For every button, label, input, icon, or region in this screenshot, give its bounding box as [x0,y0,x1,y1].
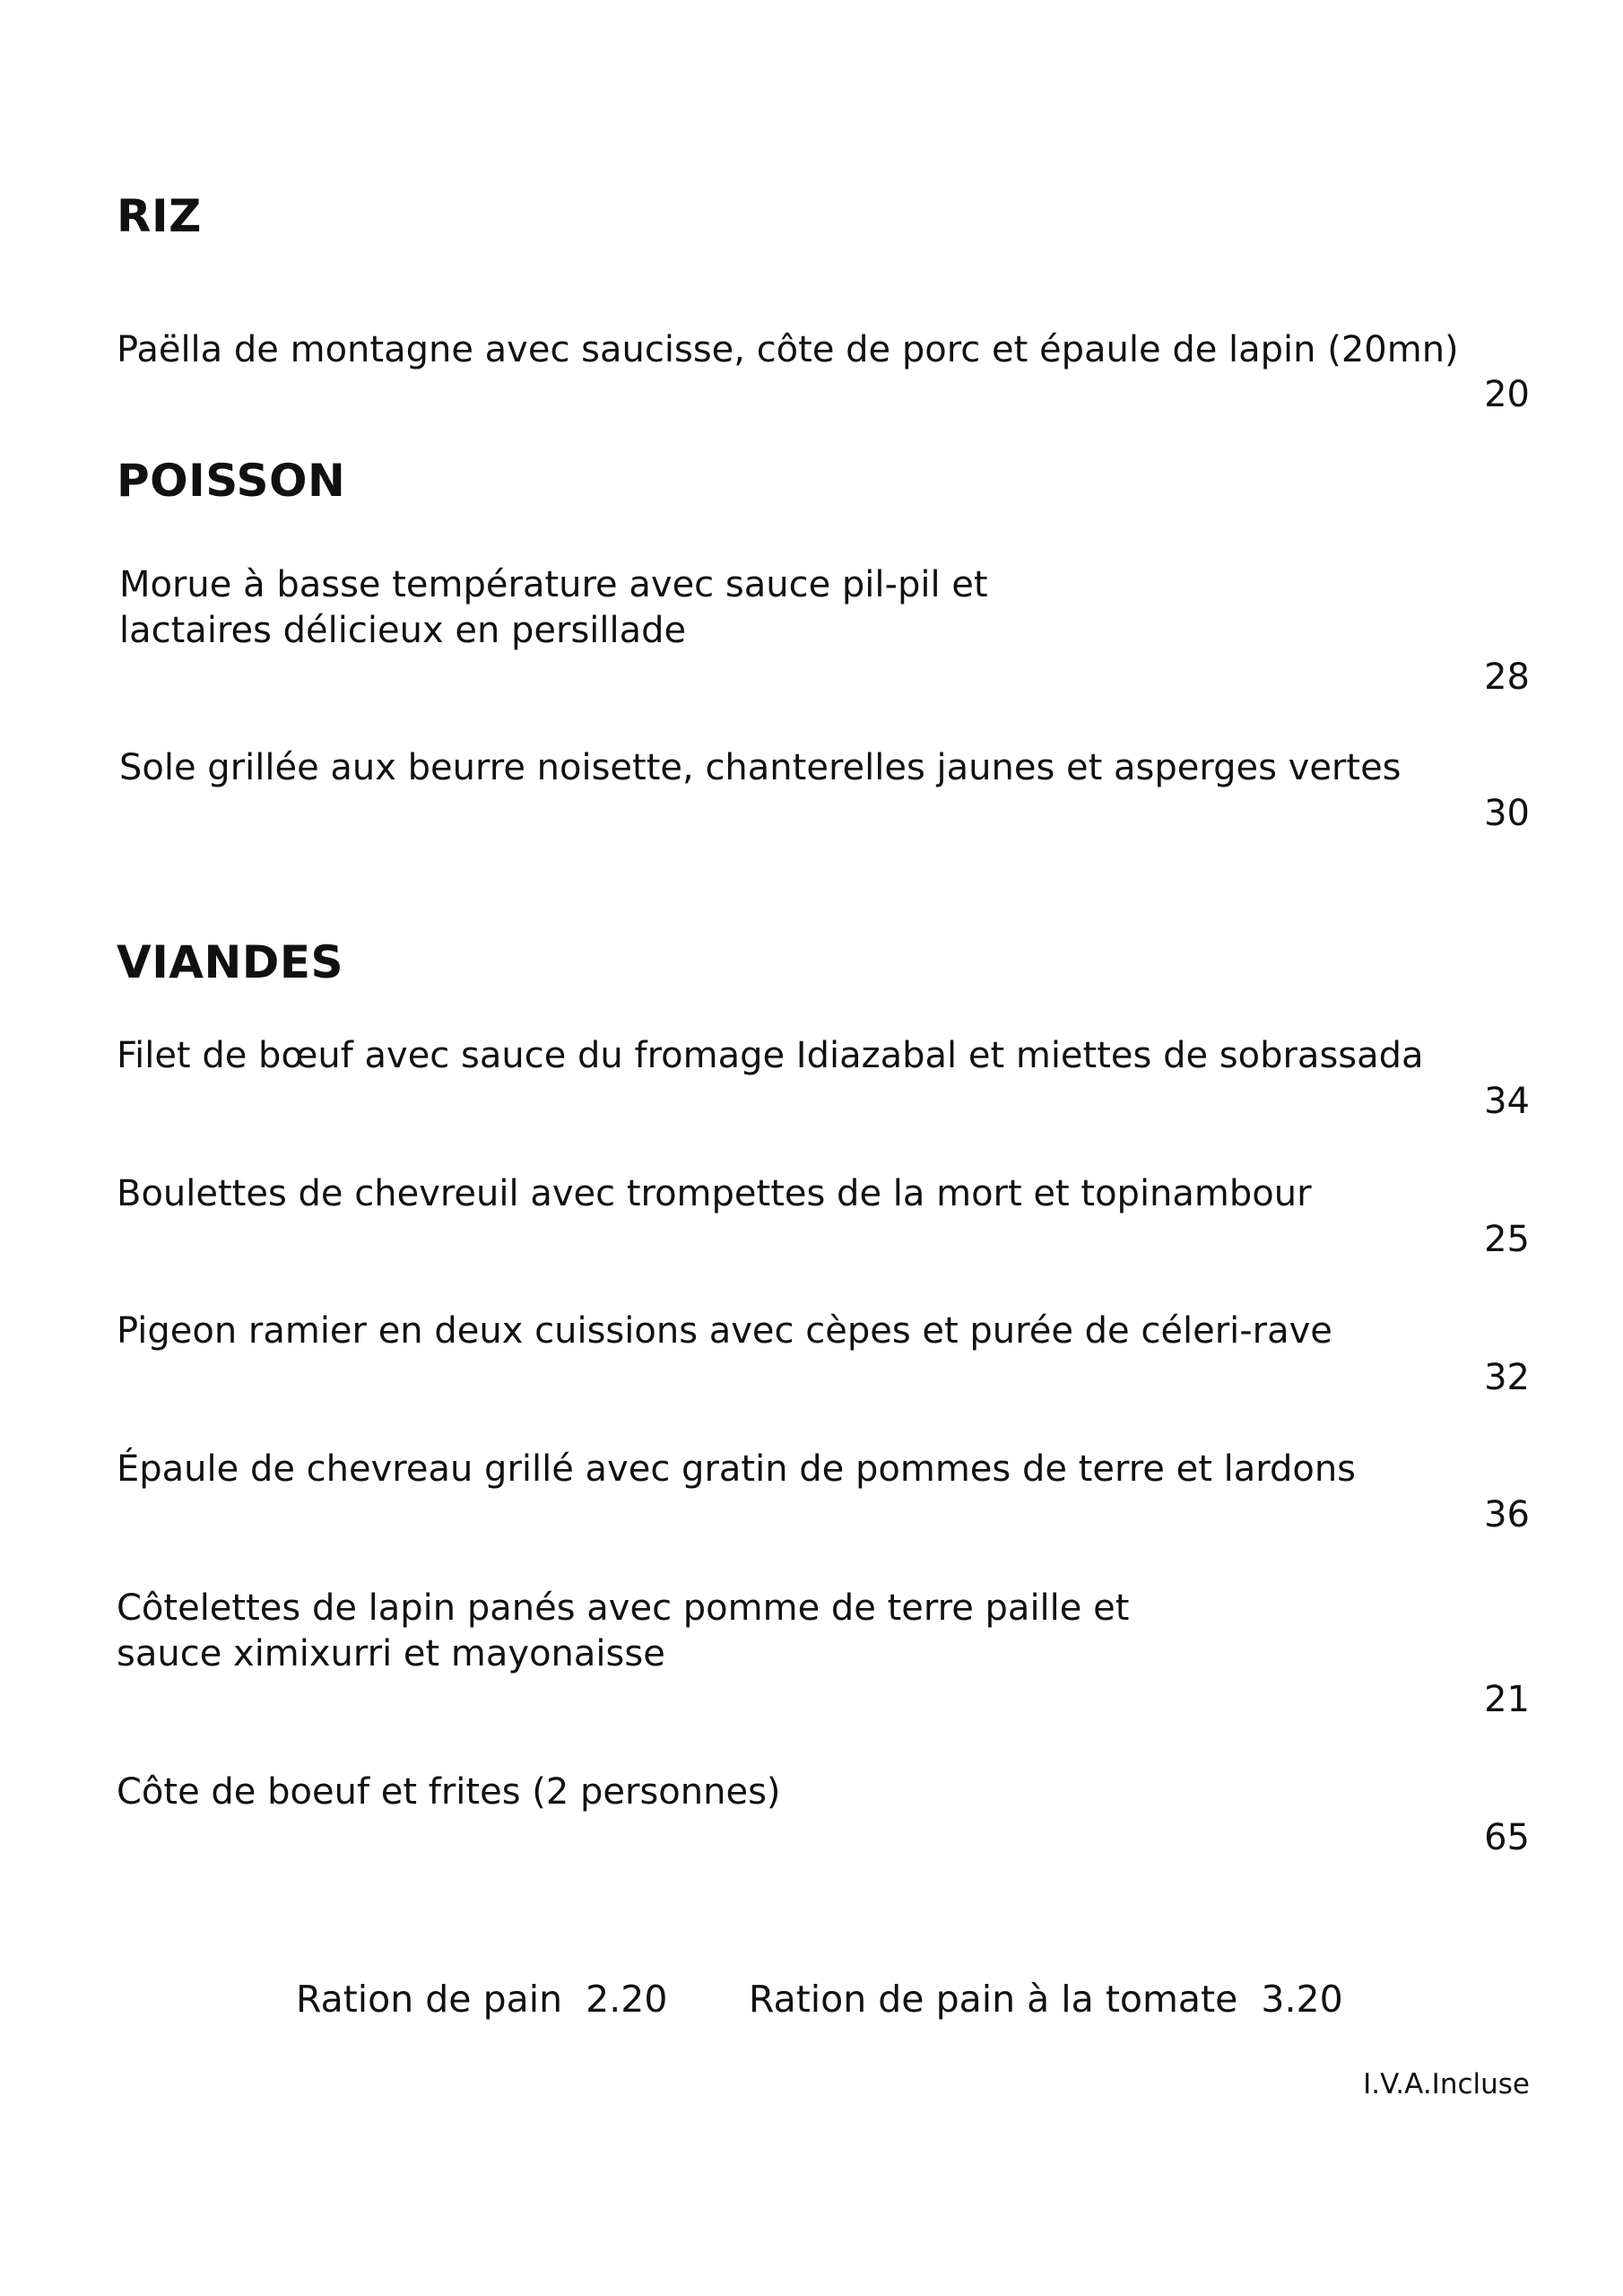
menu-item-name: lactaires délicieux en persillade [119,610,687,651]
vat-note: I.V.A.Incluse [1363,2068,1530,2100]
menu-item-price: 30 [1484,793,1530,834]
section-title-viandes: VIANDES [117,936,344,988]
menu-item-price: 28 [1484,657,1530,698]
menu-item-price: 36 [1484,1494,1530,1535]
menu-item-name: Pigeon ramier en deux cuissions avec cèpes et purée de céleri-rave [117,1310,1332,1352]
menu-item-name: Morue à basse température avec sauce pil-pil et [119,564,988,605]
menu-item-price: 34 [1484,1081,1530,1122]
menu-item-name: Épaule de chevreau grillé avec gratin de pommes de terre et lardons [117,1448,1357,1490]
menu-item-name: sauce ximixurri et mayonaisse [117,1633,665,1674]
section-title-riz: RIZ [117,190,202,242]
menu-item-name: Côte de boeuf et frites (2 personnes) [117,1771,781,1813]
menu-item-price: 20 [1484,374,1530,415]
section-title-poisson: POISSON [117,455,346,507]
tomato-bread-ration-price: Ration de pain à la tomate 3.20 [749,1978,1343,2021]
menu-item-name: Côtelettes de lapin panés avec pomme de terre paille et [117,1587,1130,1629]
menu-item-name: Sole grillée aux beurre noisette, chanterelles jaunes et asperges vertes [119,747,1402,788]
bread-ration-price: Ration de pain 2.20 [296,1978,668,2021]
menu-item-name: Boulettes de chevreuil avec trompettes de la mort et topinambour [117,1173,1312,1214]
menu-item-price: 21 [1484,1679,1530,1720]
menu-item-name: Paëlla de montagne avec saucisse, côte de porc et épaule de lapin (20mn) [117,329,1459,370]
menu-item-price: 25 [1484,1219,1530,1260]
menu-item-price: 65 [1484,1817,1530,1858]
menu-item-price: 32 [1484,1357,1530,1398]
menu-item-name: Filet de bœuf avec sauce du fromage Idiazabal et miettes de sobrassada [117,1035,1424,1076]
